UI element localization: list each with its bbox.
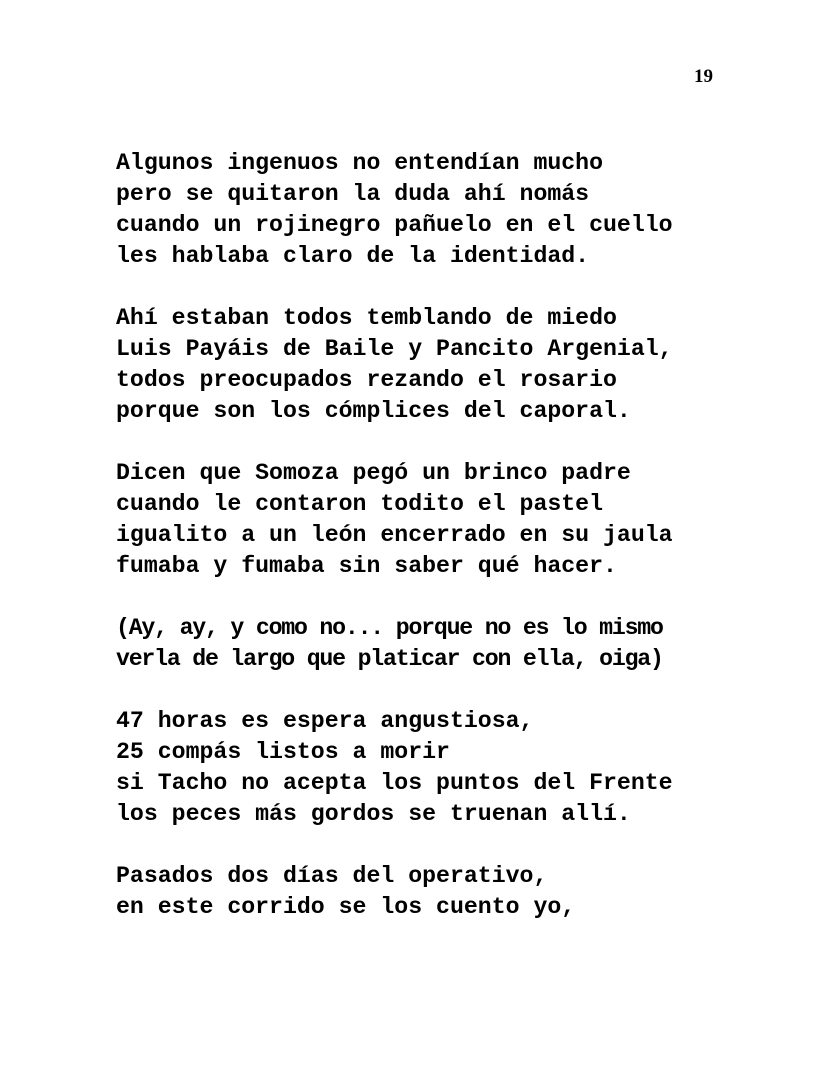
poem-line: Pasados dos días del operativo, [116, 863, 548, 889]
poem-line: igualito a un león encerrado en su jaula [116, 522, 673, 548]
stanza-1 [116, 148, 756, 272]
poem-line: Ahí estaban todos temblando de miedo [116, 305, 617, 331]
poem-line: en este corrido se los cuento yo, [116, 894, 576, 920]
poem-body [116, 148, 756, 954]
poem-line: Luis Payáis de Baile y Pancito Argenial, [116, 336, 673, 362]
poem-line: pero se quitaron la duda ahí nomás [116, 181, 590, 207]
poem-line: fumaba y fumaba sin saber qué hacer. [116, 553, 617, 579]
poem-line: cuando un rojinegro pañuelo en el cuello [116, 212, 673, 238]
poem-line: (Ay, ay, y como no... porque no es lo mismo [116, 615, 663, 641]
poem-line: todos preocupados rezando el rosario [116, 367, 617, 393]
poem-line: si Tacho no acepta los puntos del Frente [116, 770, 673, 796]
stanza-6 [116, 861, 756, 923]
poem-line: 25 compás listos a morir [116, 739, 450, 765]
poem-line: porque son los cómplices del caporal. [116, 398, 631, 424]
poem-line: Dicen que Somoza pegó un brinco padre [116, 460, 631, 486]
stanza-2 [116, 303, 756, 427]
stanza-5 [116, 706, 756, 830]
stanza-3 [116, 458, 756, 582]
page-number: 19 [694, 66, 713, 87]
poem-line: Algunos ingenuos no entendían mucho [116, 150, 604, 176]
stanza-4-aside [116, 613, 756, 675]
poem-line: los peces más gordos se truenan allí. [116, 801, 631, 827]
poem-line: les hablaba claro de la identidad. [116, 243, 590, 269]
poem-line: 47 horas es espera angustiosa, [116, 708, 534, 734]
poem-line: verla de largo que platicar con ella, oiga) [116, 646, 663, 672]
poem-line: cuando le contaron todito el pastel [116, 491, 604, 517]
